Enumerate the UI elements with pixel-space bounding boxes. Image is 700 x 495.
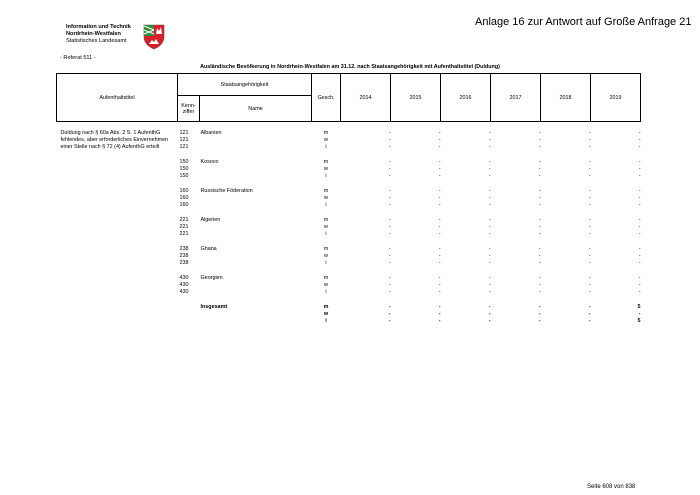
value-cell: - [388,188,391,194]
table-row [57,289,641,296]
sex-cell: i [325,173,327,179]
value-cell: - [388,304,391,310]
kennziffer-cell [178,311,200,318]
value-cell: - [488,173,491,179]
value-cell: - [438,166,441,172]
value-cell: - [538,246,541,252]
sex-cell: w [324,224,328,230]
table-row [57,231,641,238]
kennziffer-cell [178,304,200,311]
table-row [57,195,641,202]
value-cell: - [588,289,591,295]
table-row [57,173,641,180]
value-cell: - [388,224,391,230]
table-row [57,137,641,144]
country-name-cell [200,195,312,202]
value-cell: - [488,188,491,194]
value-cell: - [438,188,441,194]
table-row [57,159,641,166]
spacer-row [57,209,641,217]
value-cell: - [588,311,591,317]
value-cell: - [388,137,391,143]
sex-cell: m [323,159,329,165]
value-cell: - [538,166,541,172]
value-cell: - [438,137,441,143]
value-cell: - [638,253,641,259]
value-cell: - [388,166,391,172]
value-cell: - [438,260,441,266]
aufenthaltstitel-cell [57,231,178,238]
value-cell: - [538,289,541,295]
value-cell: - [488,246,491,252]
value-cell: - [438,173,441,179]
value-cell: - [388,275,391,281]
value-cell: - [538,173,541,179]
value-cell: - [638,202,641,208]
value-cell: - [588,188,591,194]
table-row [57,318,641,325]
value-cell: - [388,195,391,201]
value-cell: - [388,173,391,179]
kennziffer-cell: 221 [179,224,189,230]
country-name-cell [200,144,312,151]
value-cell: - [438,311,441,317]
value-cell: - [638,275,641,281]
value-cell: - [388,231,391,237]
value-cell: - [638,137,641,143]
header-kennziffer-line-1: Kenn- [181,102,196,109]
country-name-cell: Ghana [200,246,217,252]
aufenthaltstitel-cell [57,304,178,311]
sex-cell: m [323,246,329,252]
table-row [57,144,641,151]
country-name-cell [200,137,312,144]
table-row [57,188,641,195]
sex-cell: m [323,304,329,310]
aufenthaltstitel-cell [57,289,178,296]
table-body [57,122,641,326]
kennziffer-cell: 121 [179,144,189,150]
value-cell: - [588,159,591,165]
value-cell: - [538,318,541,324]
value-cell: - [538,217,541,223]
aufenthaltstitel-cell [57,260,178,267]
value-cell: - [638,159,641,165]
value-cell: - [638,311,641,317]
kennziffer-cell [178,318,200,325]
data-table [56,73,641,325]
org-block [66,24,131,45]
value-cell: - [388,253,391,259]
value-cell: - [488,260,491,266]
value-cell: - [588,173,591,179]
spacer-row [57,122,641,131]
value-cell: - [438,289,441,295]
spacer-cell [57,238,641,246]
aufenthaltstitel-cell [57,173,178,180]
kennziffer-cell: 221 [179,217,189,223]
aufenthaltstitel-cell [57,217,178,224]
header-year: 2017 [491,74,541,122]
value-cell: - [388,282,391,288]
anlage-heading: Anlage 16 zur Antwort auf Große Anfrage 21 [475,16,692,28]
spacer-cell [57,209,641,217]
value-cell: - [588,202,591,208]
value-cell: - [638,224,641,230]
header-geschlecht: Gesch. [312,74,341,122]
value-cell: - [538,282,541,288]
sex-cell: i [325,289,327,295]
kennziffer-cell: 150 [179,159,189,165]
value-cell: - [438,231,441,237]
value-cell: - [638,195,641,201]
spacer-cell [57,122,641,131]
value-cell: - [538,253,541,259]
spacer-cell [57,180,641,188]
kennziffer-cell: 160 [179,195,189,201]
value-cell: - [438,318,441,324]
value-cell: - [388,159,391,165]
value-cell: - [388,289,391,295]
aufenthaltstitel-cell [57,166,178,173]
value-cell: - [638,246,641,252]
value-cell: - [638,130,641,136]
sex-cell: w [324,166,328,172]
value-cell: - [438,217,441,223]
kennziffer-cell: 238 [179,253,189,259]
kennziffer-cell: 121 [179,130,189,136]
header-staatsangehoerigkeit: Staatsangehörigkeit [178,74,312,96]
value-cell: - [588,260,591,266]
value-cell: - [538,144,541,150]
value-cell: - [438,282,441,288]
kennziffer-cell: 430 [179,275,189,281]
value-cell: - [538,260,541,266]
sex-cell: i [325,231,327,237]
value-cell: - [488,159,491,165]
table-row [57,311,641,318]
country-name-cell [200,173,312,180]
value-cell: - [588,318,591,324]
header-name: Name [200,96,312,122]
value-cell: - [388,144,391,150]
sex-cell: i [325,318,327,324]
value-cell: - [488,289,491,295]
kennziffer-cell: 430 [179,289,189,295]
value-cell: - [588,253,591,259]
country-name-cell [200,231,312,238]
aufenthaltstitel-cell [57,282,178,289]
org-line-2: Nordrhein-Westfalen [66,31,121,37]
value-cell: - [488,217,491,223]
aufenthaltstitel-cell [57,159,178,166]
value-cell: - [588,137,591,143]
value-cell: - [538,130,541,136]
table-row [57,275,641,282]
value-cell: - [488,195,491,201]
value-cell: - [488,304,491,310]
value-cell: - [488,275,491,281]
value-cell: - [588,282,591,288]
sex-cell: w [324,195,328,201]
kennziffer-cell: 430 [179,282,189,288]
spacer-row [57,151,641,159]
table-row [57,304,641,311]
value-cell: - [638,289,641,295]
value-cell: - [438,275,441,281]
country-name-cell [200,260,312,267]
value-cell: - [438,130,441,136]
value-cell: - [588,217,591,223]
value-cell: - [638,173,641,179]
value-cell: - [638,188,641,194]
aufenthaltstitel-cell [57,253,178,260]
aufenthaltstitel-cell: Duldung nach § 60a Abs. 2 S. 1 AufenthG [60,130,161,136]
header-year: 2014 [341,74,391,122]
sex-cell: m [323,130,329,136]
kennziffer-cell: 160 [179,188,189,194]
aufenthaltstitel-cell: fehlendes, aber erforderliches Einvernehmen [60,137,169,143]
value-cell: - [488,253,491,259]
sex-cell: w [324,137,328,143]
value-cell: - [588,231,591,237]
spacer-cell [57,296,641,304]
country-name-cell: Algerien [200,217,221,223]
value-cell: - [388,318,391,324]
org-line-1: Information und Technik [66,24,131,30]
value-cell: - [588,224,591,230]
value-cell: - [588,130,591,136]
value-cell: - [388,260,391,266]
value-cell: - [438,224,441,230]
value-cell: - [538,159,541,165]
kennziffer-cell: 150 [179,166,189,172]
country-name-cell [200,166,312,173]
country-name-cell: Kosovo [200,159,219,165]
value-cell: - [488,130,491,136]
table-row [57,130,641,137]
value-cell: - [438,246,441,252]
country-name-cell [200,224,312,231]
country-name-cell [200,289,312,296]
value-cell: 5 [637,318,641,324]
spacer-row [57,267,641,275]
country-name-cell [200,253,312,260]
value-cell: - [638,144,641,150]
aufenthaltstitel-cell [57,318,178,325]
value-cell: - [588,144,591,150]
sex-cell: w [323,311,329,317]
country-name-cell [200,282,312,289]
sex-cell: i [325,260,327,266]
value-cell: - [638,260,641,266]
value-cell: - [588,275,591,281]
table-row [57,202,641,209]
total-label-cell [200,318,312,325]
value-cell: - [488,166,491,172]
aufenthaltstitel-cell: einer Stelle nach § 72 (4) AufenthG erteilt [60,144,160,150]
value-cell: - [638,217,641,223]
value-cell: - [588,195,591,201]
spacer-row [57,238,641,246]
aufenthaltstitel-cell [57,311,178,318]
country-name-cell: Albanien [200,130,222,136]
value-cell: - [438,304,441,310]
table-title: Ausländische Bevölkerung in Nordrhein-Westfalen am 31.12. nach Staatsangehörigkeit mit Aufenthaltstitel (Duldung) [200,64,500,70]
aufenthaltstitel-cell [57,202,178,209]
value-cell: - [388,202,391,208]
data-table-wrapper [56,73,640,325]
total-label-cell [200,311,312,318]
value-cell: - [388,217,391,223]
page-number: Seite 608 von 838 [587,484,636,490]
spacer-row [57,296,641,304]
table-row [57,260,641,267]
header-kennziffer [178,96,200,122]
aufenthaltstitel-cell [57,246,178,253]
value-cell: - [488,311,491,317]
referat-label: - Referat 511 - [60,55,96,61]
value-cell: - [438,144,441,150]
spacer-cell [57,151,641,159]
sex-cell: m [323,217,329,223]
value-cell: - [388,130,391,136]
kennziffer-cell: 121 [179,137,189,143]
value-cell: - [588,246,591,252]
table-row [57,224,641,231]
sex-cell: m [323,275,329,281]
kennziffer-cell: 150 [179,173,189,179]
spacer-row [57,180,641,188]
header-year: 2019 [591,74,641,122]
value-cell: 5 [637,304,641,310]
org-line-3: Statistisches Landesamt [66,38,127,44]
value-cell: - [438,195,441,201]
value-cell: - [488,224,491,230]
table-row [57,253,641,260]
kennziffer-cell: 238 [179,246,189,252]
header-year: 2018 [541,74,591,122]
kennziffer-cell: 160 [179,202,189,208]
value-cell: - [538,275,541,281]
value-cell: - [388,311,391,317]
value-cell: - [488,318,491,324]
table-row [57,282,641,289]
table-row [57,246,641,253]
kennziffer-cell: 238 [179,260,189,266]
country-name-cell: Georgien [200,275,223,281]
sex-cell: w [324,253,328,259]
value-cell: - [488,137,491,143]
value-cell: - [588,304,591,310]
value-cell: - [538,137,541,143]
spacer-cell [57,267,641,275]
table-row [57,217,641,224]
header-kennziffer-line-2: ziffer [182,108,195,115]
value-cell: - [488,282,491,288]
value-cell: - [438,202,441,208]
value-cell: - [538,231,541,237]
value-cell: - [588,166,591,172]
sex-cell: m [323,188,329,194]
total-label-cell: Insgesamt [200,304,228,310]
value-cell: - [488,144,491,150]
aufenthaltstitel-cell [57,275,178,282]
header-aufenthaltstitel: Aufenthaltstitel [57,74,178,122]
country-name-cell: Russische Föderation [200,188,253,194]
value-cell: - [538,188,541,194]
table-row [57,166,641,173]
value-cell: - [538,202,541,208]
header-year: 2015 [391,74,441,122]
value-cell: - [638,166,641,172]
sex-cell: i [325,144,327,150]
value-cell: - [538,304,541,310]
value-cell: - [388,246,391,252]
sex-cell: i [325,202,327,208]
value-cell: - [488,202,491,208]
value-cell: - [488,231,491,237]
kennziffer-cell: 221 [179,231,189,237]
value-cell: - [638,231,641,237]
value-cell: - [438,159,441,165]
value-cell: - [438,253,441,259]
aufenthaltstitel-cell [57,188,178,195]
value-cell: - [538,224,541,230]
aufenthaltstitel-cell [57,195,178,202]
value-cell: - [638,282,641,288]
sex-cell: w [324,282,328,288]
header-year: 2016 [441,74,491,122]
value-cell: - [538,311,541,317]
nrw-crest-icon [140,22,168,50]
country-name-cell [200,202,312,209]
aufenthaltstitel-cell [57,224,178,231]
value-cell: - [538,195,541,201]
